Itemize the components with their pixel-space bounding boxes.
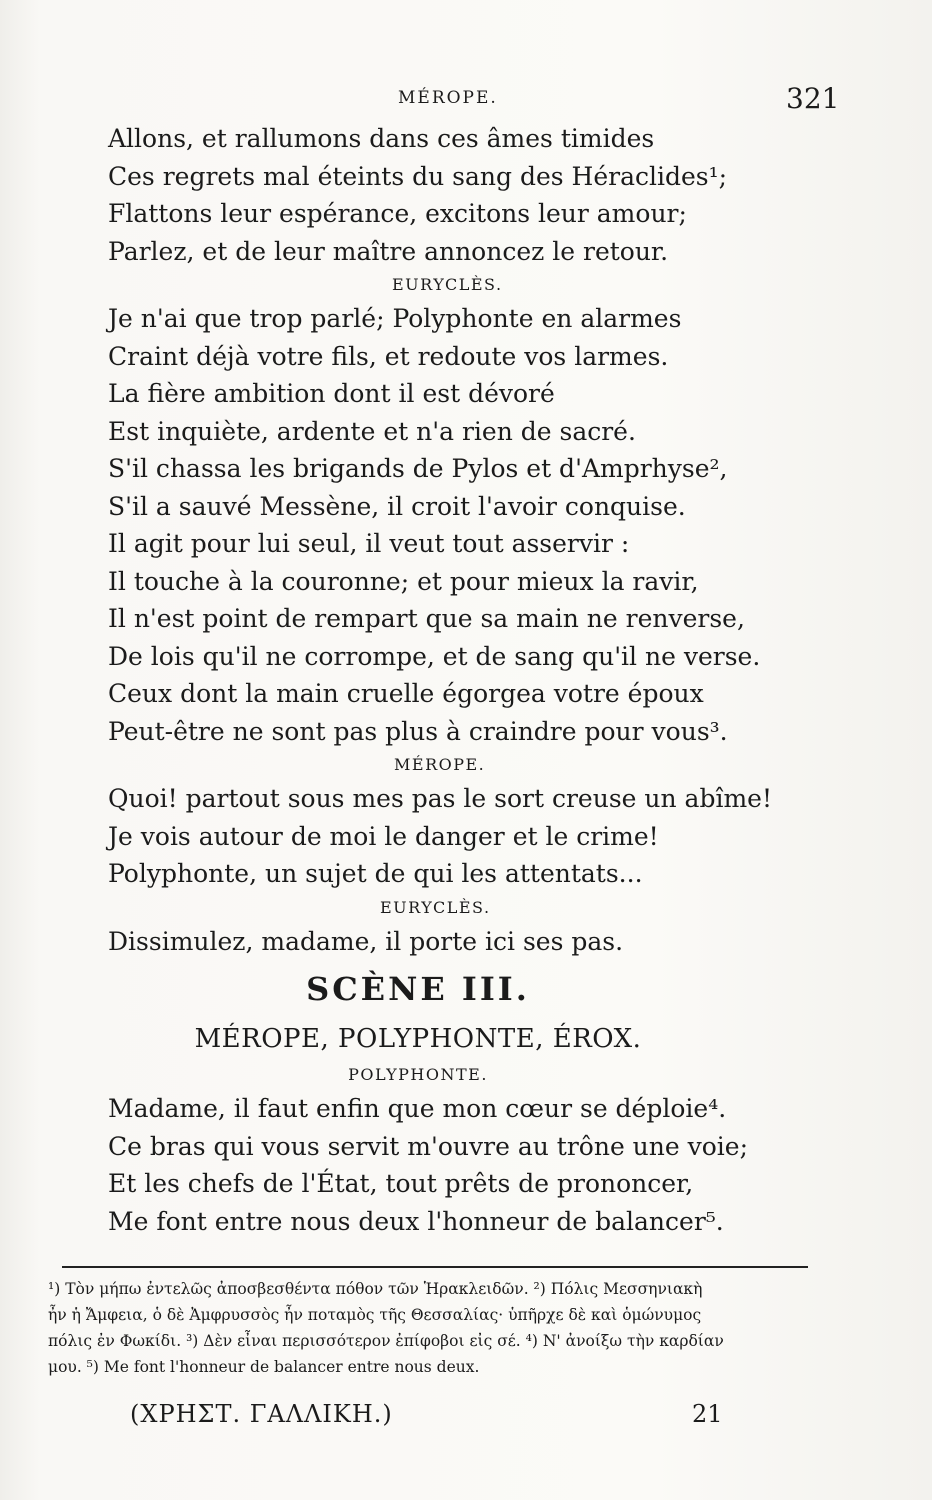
page-header <box>0 82 932 118</box>
footnote-line: πόλις ἐν Φωκίδι. ³) Δὲν εἶναι περισσότερον ἐπίφοβοι εἰς σέ. ⁴) Ν' ἀνοίξω τὴν καρδίαν <box>48 1332 724 1350</box>
verse-line: Madame, il faut enfin que mon cœur se déploie⁴. <box>108 1094 727 1123</box>
footnote-line: μου. ⁵) Me font l'honneur de balancer entre nous deux. <box>48 1358 480 1376</box>
scene-heading: SCÈNE III. <box>306 970 530 1008</box>
page-number: 321 <box>786 82 840 115</box>
verse-line: S'il a sauvé Messène, il croit l'avoir conquise. <box>108 491 686 521</box>
speaker-name: POLYPHONTE. <box>348 1065 488 1084</box>
verse-line: Polyphonte, un sujet de qui les attentats... <box>108 859 643 888</box>
footnote-line: ἦν ἡ Ἄμφεια, ὁ δὲ Ἀμφρυσσὸς ἦν ποταμὸς τῆς Θεσσαλίας· ὑπῆρχε δὲ καὶ ὁμώνυμος <box>48 1306 702 1324</box>
verse-line: Quoi! partout sous mes pas le sort creuse un abîme! <box>108 784 772 813</box>
running-title: MÉROPE. <box>398 88 498 108</box>
speaker-name: EURYCLÈS. <box>392 275 503 294</box>
verse-line: Je vois autour de moi le danger et le crime! <box>108 821 659 851</box>
page-signature <box>0 1400 932 1440</box>
verse-line: Me font entre nous deux l'honneur de balancer⁵. <box>108 1206 724 1236</box>
verse-line: Ce bras qui vous servit m'ouvre au trône une voie; <box>108 1131 749 1161</box>
verse-line: Je n'ai que trop parlé; Polyphonte en alarmes <box>108 304 682 333</box>
verse-line: Ces regrets mal éteints du sang des Héraclides¹; <box>108 161 728 191</box>
footnote-line: ¹) Τὸν μήπω ἐντελῶς ἀποσβεσθέντα πόθον τῶν Ἡρακλειδῶν. ²) Πόλις Μεσσηνιακὴ <box>48 1280 703 1298</box>
verse-line: S'il chassa les brigands de Pylos et d'Amprhyse², <box>108 454 728 483</box>
speaker-name: MÉROPE. <box>394 755 486 774</box>
verse-line: Il touche à la couronne; et pour mieux la ravir, <box>108 566 699 596</box>
verse-line: De lois qu'il ne corrompe, et de sang qu'il ne verse. <box>108 641 761 671</box>
verse-line: Est inquiète, ardente et n'a rien de sacré. <box>108 416 636 446</box>
signature-number: 21 <box>692 1400 723 1428</box>
verse-line: Et les chefs de l'État, tout prêts de prononcer, <box>108 1169 694 1198</box>
verse-line: Dissimulez, madame, il porte ici ses pas. <box>108 926 624 956</box>
verse-line: Ceux dont la main cruelle égorgea votre époux <box>108 679 704 708</box>
footnote-rule <box>62 1266 808 1268</box>
verse-line: Il n'est point de rempart que sa main ne renverse, <box>108 604 745 633</box>
verse-line: Allons, et rallumons dans ces âmes timides <box>108 124 655 153</box>
scene-characters: MÉROPE, POLYPHONTE, ÉROX. <box>194 1024 642 1054</box>
verse-line: Parlez, et de leur maître annoncez le retour. <box>108 236 669 266</box>
verse-line: Peut-être ne sont pas plus à craindre pour vous³. <box>108 716 728 746</box>
signature-text: (ΧΡΗΣΤ. ΓΑΛΛΙΚΗ.) <box>130 1400 393 1428</box>
speaker-name: EURYCLÈS. <box>380 897 491 917</box>
verse-line: Il agit pour lui seul, il veut tout asservir : <box>108 529 630 558</box>
footnotes <box>48 1276 818 1380</box>
verse-line: La fière ambition dont il est dévoré <box>108 379 555 408</box>
verse-line: Craint déjà votre fils, et redoute vos larmes. <box>108 341 669 371</box>
verse-text <box>108 120 808 1240</box>
verse-line: Flattons leur espérance, excitons leur amour; <box>108 199 687 228</box>
